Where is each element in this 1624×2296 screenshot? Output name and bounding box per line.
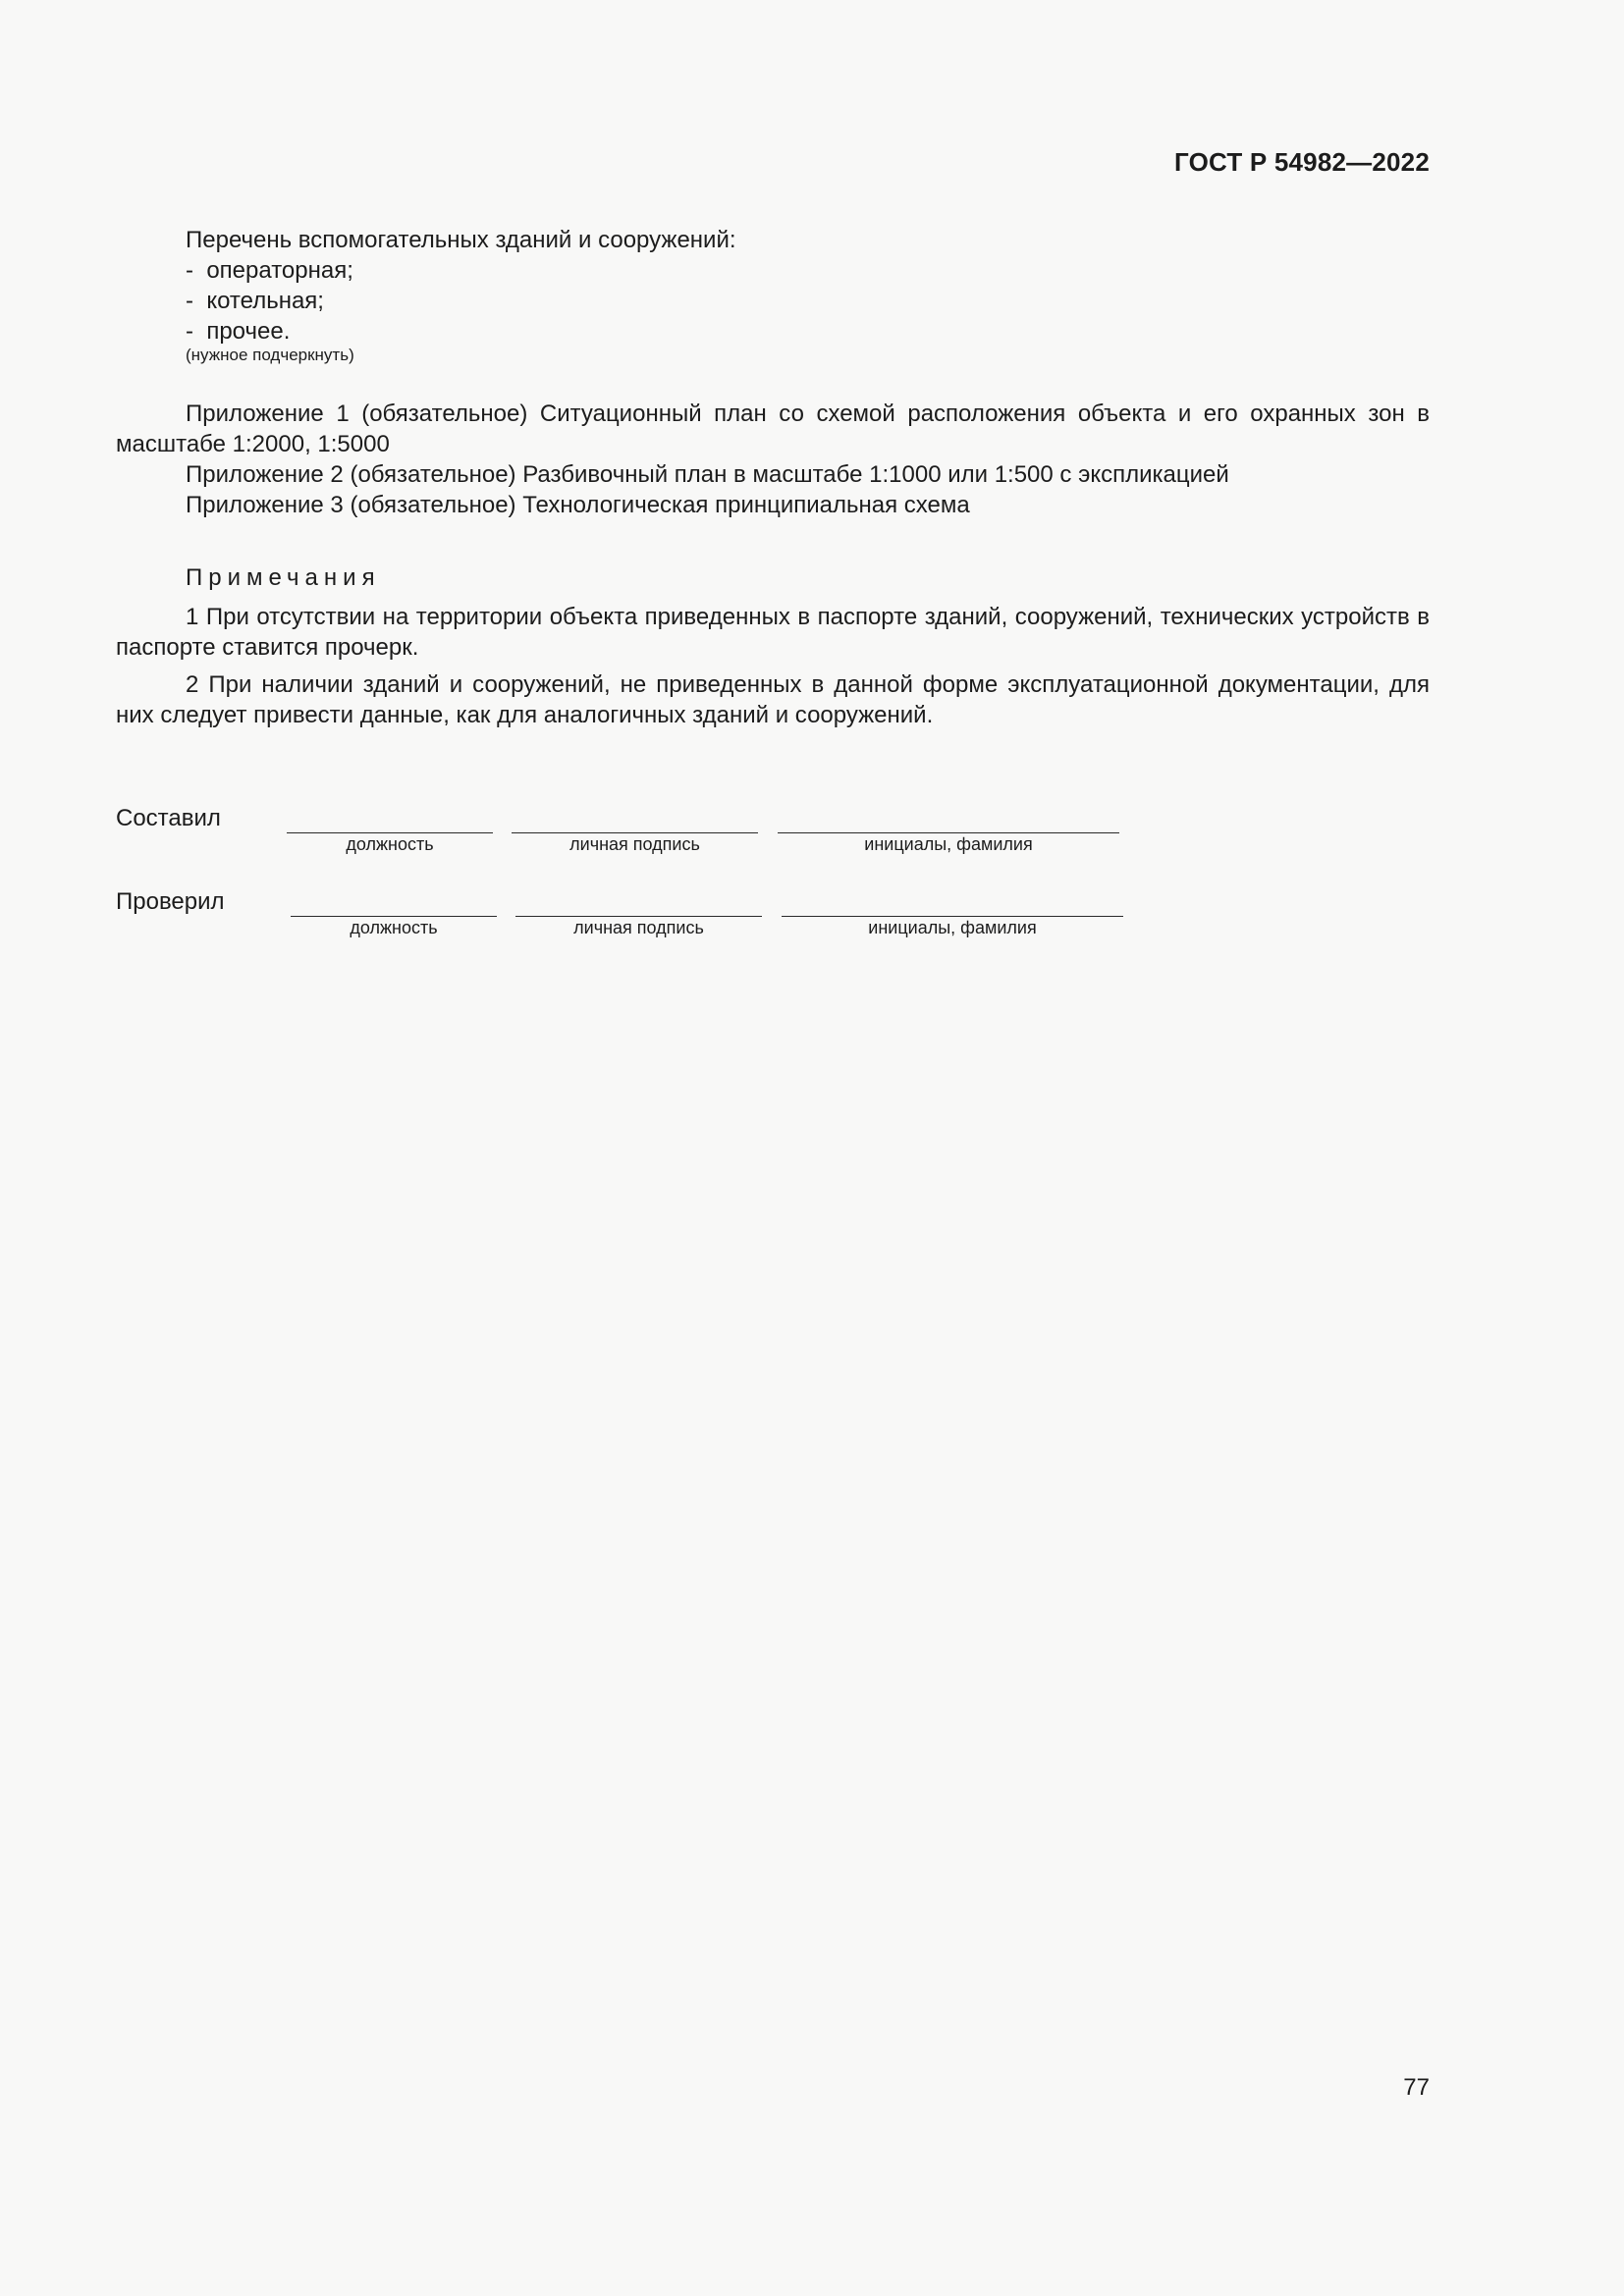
name-field[interactable]: инициалы, фамилия: [782, 916, 1123, 938]
position-field[interactable]: должность: [287, 832, 493, 855]
list-item: - операторная;: [186, 257, 353, 284]
aux-buildings-list: [186, 255, 353, 347]
note-2: 2 При наличии зданий и сооружений, не приведенных в данной форме эксплуатационной документации, для них следует привести данные, как для аналогичных зданий и сооружений.: [116, 671, 1430, 728]
list-item: - прочее.: [186, 318, 291, 345]
note-1: 1 При отсутствии на территории объекта приведенных в паспорте зданий, сооружений, технических устройств в паспорте ставится прочерк.: [116, 604, 1430, 661]
list-item: - котельная;: [186, 288, 324, 314]
underline-hint: (нужное подчеркнуть): [186, 346, 354, 364]
signature-label: Составил: [116, 805, 221, 831]
signature-field[interactable]: личная подпись: [512, 832, 758, 855]
appendix-3: Приложение 3 (обязательное) Технологическая принципиальная схема: [186, 492, 970, 518]
document-code: ГОСТ Р 54982—2022: [1174, 147, 1430, 177]
page-number: 77: [1403, 2074, 1430, 2101]
notes-title: Примечания: [186, 564, 381, 591]
aux-buildings-title: Перечень вспомогательных зданий и сооружений:: [186, 227, 736, 253]
appendix-2: Приложение 2 (обязательное) Разбивочный план в масштабе 1:1000 или 1:500 с экспликацией: [186, 461, 1229, 488]
signature-label: Проверил: [116, 888, 225, 915]
signature-row-checked: [116, 888, 1196, 947]
position-field[interactable]: должность: [291, 916, 497, 938]
appendix-1: Приложение 1 (обязательное) Ситуационный план со схемой расположения объекта и его охранных зон в масштабе 1:2000, 1:5000: [116, 400, 1430, 457]
signature-row-compiled: [116, 805, 1196, 864]
signature-field[interactable]: личная подпись: [515, 916, 762, 938]
name-field[interactable]: инициалы, фамилия: [778, 832, 1119, 855]
